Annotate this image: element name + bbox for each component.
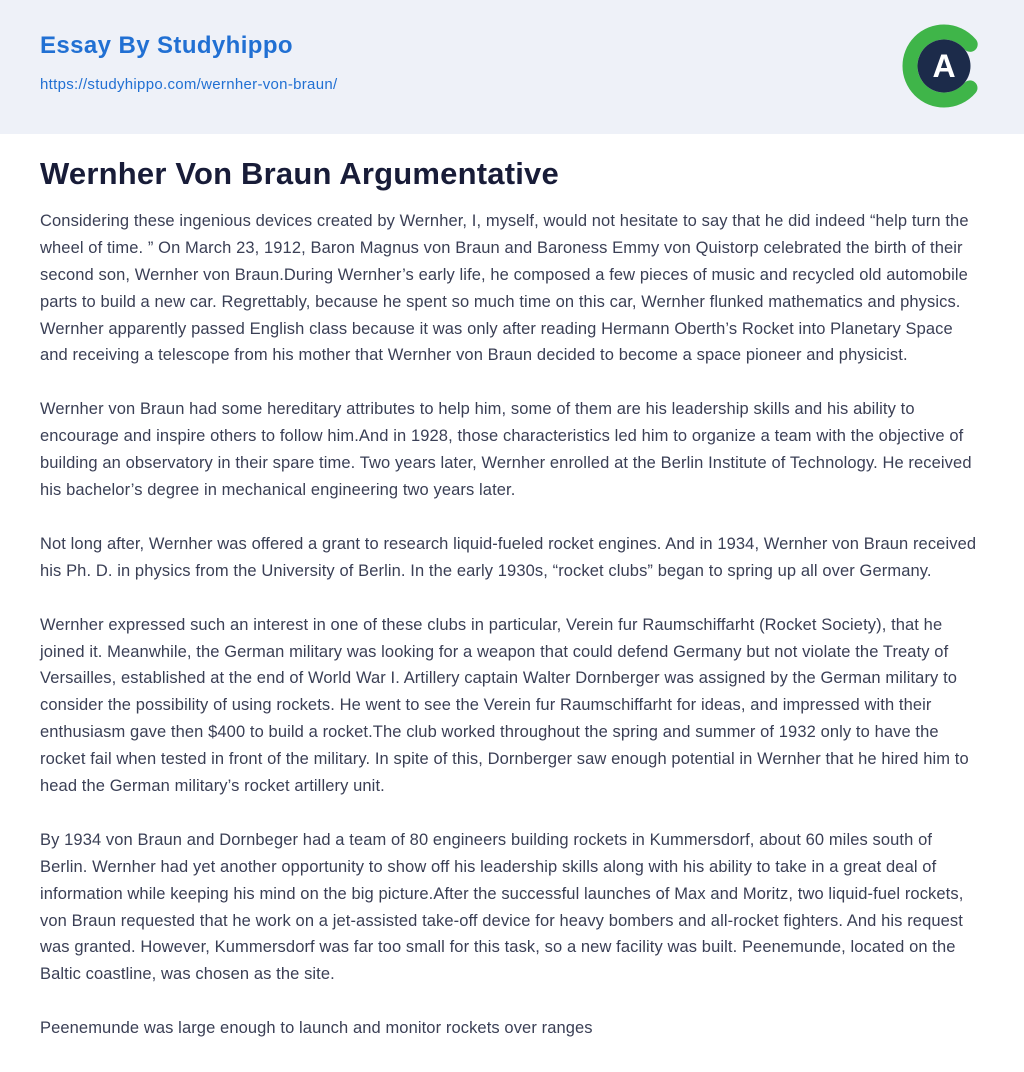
essay-paragraph: Wernher von Braun had some hereditary attributes to help him, some of them are his leadership skills and his ability to encourage and inspire others to follow him.And in 1928, those characteristics led him to organize a team with the objective of building an observatory in their spare time. Two years later, Wernher enrolled at the Berlin Institute of Technology. He received his bachelor’s degree in mechanical engineering two years later.	[40, 400, 972, 500]
logo-letter: A	[932, 48, 956, 84]
essay-paragraph: By 1934 von Braun and Dornbeger had a team of 80 engineers building rockets in Kummersdorf, about 60 miles south of Berlin. Wernher had yet another opportunity to show off his leadership skills along with his ability to take in a great deal of information while keeping his mind on the big picture.After the successful launches of Max and Moritz, two liquid-fuel rockets, von Braun requested that he work on a jet-assisted take-off device for heavy bombers and all-rocket fighters. And his request was granted. However, Kummersdorf was far too small for this task, so a new facility was built. Peenemunde, located on the Baltic coastline, was chosen as the site.	[40, 830, 964, 984]
page-title: Wernher Von Braun Argumentative	[40, 156, 559, 191]
source-url-link[interactable]: https://studyhippo.com/wernher-von-braun/	[40, 76, 338, 93]
header-meta	[40, 24, 337, 94]
site-title: Essay By Studyhippo	[40, 32, 293, 59]
essay-paragraph: Not long after, Wernher was offered a grant to research liquid-fueled rocket engines. And in 1934, Wernher von Braun received his Ph. D. in physics from the University of Berlin. In the early 1930s, “rocket clubs” began to spring up all over Germany.	[40, 534, 977, 580]
studyhippo-logo[interactable]	[902, 24, 986, 108]
essay-article	[0, 134, 1024, 1072]
essay-paragraph: Peenemunde was large enough to launch and monitor rockets over ranges	[40, 1019, 593, 1038]
page-header	[0, 0, 1024, 134]
essay-paragraph: Considering these ingenious devices created by Wernher, I, myself, would not hesitate to say that he did indeed “help turn the wheel of time. ” On March 23, 1912, Baron Magnus von Braun and Baroness Emmy von Quistorp celebrated the birth of their second son, Wernher von Braun.During Wernher’s early life, he composed a few pieces of music and recycled old automobile parts to build a new car. Regrettably, because he spent so much time on this car, Wernher flunked mathematics and physics. Wernher apparently passed English class because it was only after reading Hermann Oberth’s Rocket into Planetary Space and receiving a telescope from his mother that Wernher von Braun decided to become a space pioneer and physicist.	[40, 212, 969, 365]
essay-paragraph: Wernher expressed such an interest in one of these clubs in particular, Verein fur Raumschiffarht (Rocket Society), that he joined it. Meanwhile, the German military was looking for a weapon that could defend Germany but not violate the Treaty of Versailles, established at the end of World War I. Artillery captain Walter Dornberger was assigned by the German military to consider the possibility of using rockets. He went to see the Verein fur Raumschiffarht for ideas, and impressed with their enthusiasm gave then $400 to build a rocket.The club worked throughout the spring and summer of 1932 only to have the rocket fail when tested in front of the military. In spite of this, Dornberger saw enough potential in Wernher that he hired him to head the German military’s rocket artillery unit.	[40, 615, 969, 796]
